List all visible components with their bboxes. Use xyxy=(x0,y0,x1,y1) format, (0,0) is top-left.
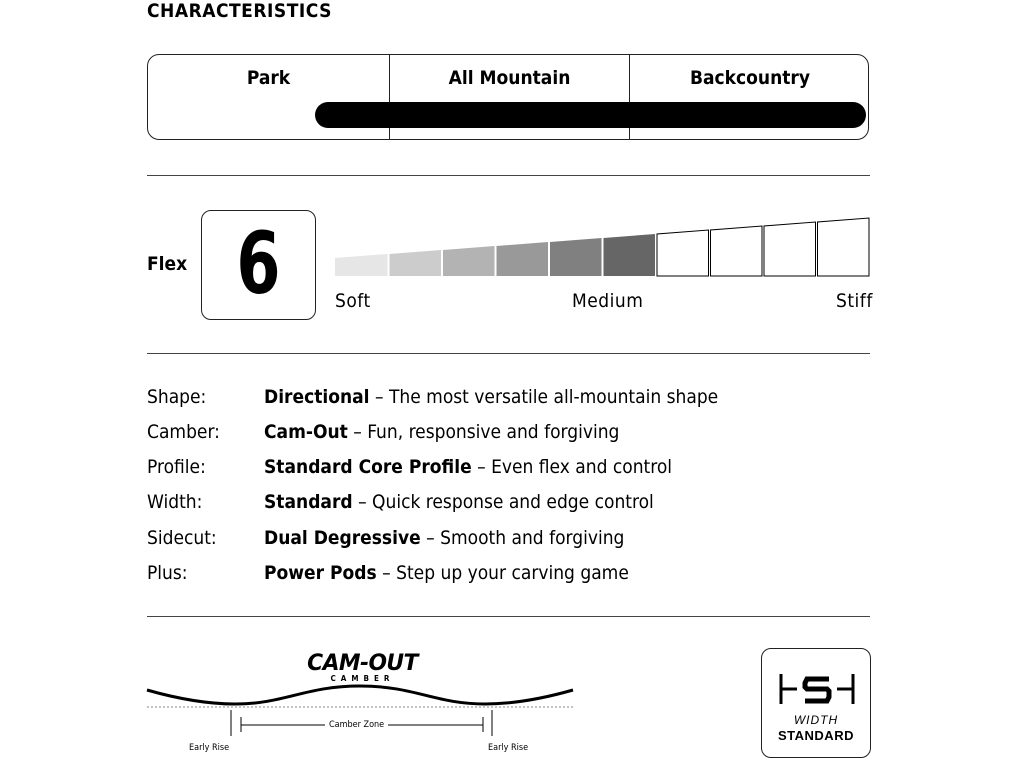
flex-scale-segment xyxy=(497,242,549,276)
spec-name: Standard Core Profile xyxy=(264,456,472,478)
camber-zone-label: Camber Zone xyxy=(325,720,388,730)
flex-label: Flex xyxy=(147,253,188,275)
spec-key: Width: xyxy=(147,491,203,513)
width-badge xyxy=(761,648,871,758)
early-rise-right-label: Early Rise xyxy=(488,743,529,753)
cam-out-logo xyxy=(285,653,440,683)
width-word: WIDTH xyxy=(793,713,839,727)
cam-out-logo-text: CAM-OUT xyxy=(307,651,418,676)
divider xyxy=(147,353,870,354)
flex-scale-segment xyxy=(550,238,602,276)
spec-key: Shape: xyxy=(147,386,207,408)
divider xyxy=(147,616,870,617)
flex-scale-segment xyxy=(335,254,388,276)
spec-value xyxy=(264,489,654,515)
flex-scale-segment xyxy=(818,218,870,276)
spec-name: Standard xyxy=(264,491,353,513)
page-title: CHARACTERISTICS xyxy=(147,0,332,22)
spec-key: Camber: xyxy=(147,421,220,443)
terrain-range-bar xyxy=(315,102,866,128)
spec-desc: – Smooth and forgiving xyxy=(420,527,625,549)
flex-rating-box xyxy=(201,210,316,320)
flex-stiff-label: Stiff xyxy=(836,290,873,312)
flex-scale-segment xyxy=(604,234,656,276)
flex-scale-segment xyxy=(657,230,709,276)
spec-name: Power Pods xyxy=(264,562,377,584)
spec-desc: – The most versatile all-mountain shape xyxy=(369,386,719,408)
spec-desc: – Fun, responsive and forgiving xyxy=(347,421,620,443)
divider xyxy=(147,175,870,176)
spec-value xyxy=(264,560,629,586)
spec-value xyxy=(264,384,718,410)
flex-scale-segment xyxy=(390,250,442,276)
spec-desc: – Step up your carving game xyxy=(376,562,629,584)
spec-name: Cam-Out xyxy=(264,421,348,443)
camber-profile-diagram xyxy=(145,640,585,760)
width-size: STANDARD xyxy=(778,728,854,743)
spec-name: Dual Degressive xyxy=(264,527,421,549)
terrain-label-park: Park xyxy=(246,67,291,89)
spec-value xyxy=(264,419,619,445)
spec-value xyxy=(264,525,624,551)
width-standard-icon xyxy=(777,671,857,707)
terrain-label-all-mountain: All Mountain xyxy=(448,67,571,89)
spec-key: Profile: xyxy=(147,456,206,478)
flex-rating-value: 6 xyxy=(236,214,281,314)
spec-desc: – Even flex and control xyxy=(471,456,673,478)
flex-scale-segment xyxy=(443,246,495,276)
early-rise-left-label: Early Rise xyxy=(189,743,230,753)
spec-name: Directional xyxy=(264,386,370,408)
flex-scale-graphic xyxy=(335,210,875,280)
spec-desc: – Quick response and edge control xyxy=(352,491,654,513)
terrain-label-backcountry: Backcountry xyxy=(689,67,811,89)
flex-scale-segment xyxy=(764,222,816,276)
spec-key: Plus: xyxy=(147,562,188,584)
spec-value xyxy=(264,454,672,480)
flex-scale-segment xyxy=(711,226,763,276)
camber-board-line xyxy=(147,686,573,704)
spec-key: Sidecut: xyxy=(147,527,217,549)
flex-soft-label: Soft xyxy=(335,290,371,312)
terrain-range-chart xyxy=(147,54,869,140)
cam-out-logo-subtext: CAMBER xyxy=(330,674,395,683)
flex-medium-label: Medium xyxy=(572,290,644,312)
